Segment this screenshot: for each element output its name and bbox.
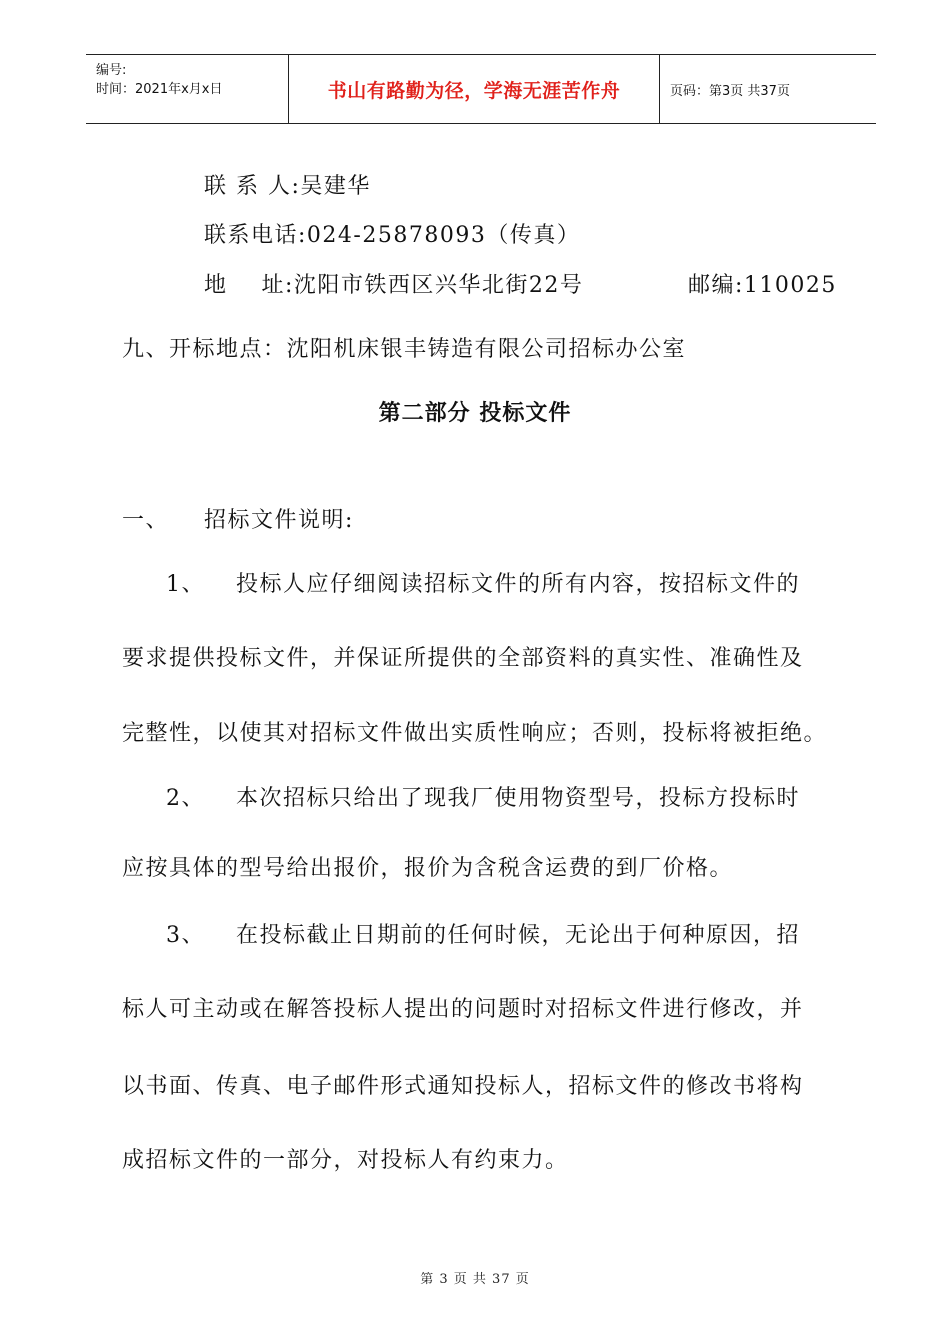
contact-address-value: 沈阳市铁西区兴华北街22号 (293, 273, 584, 298)
item-1-line-1: 投标人应仔细阅读招标文件的所有内容，按招标文件的 (236, 572, 801, 597)
contact-postcode-value: 110025 (743, 273, 837, 298)
contact-postcode-label: 邮编: (688, 273, 744, 298)
contact-address-label: 地 址: (204, 273, 294, 298)
item-2-number: 2、 (166, 786, 205, 811)
subsection-title: 招标文件说明: (204, 508, 354, 533)
page-footer: 第 3 页 共 37 页 (420, 1272, 530, 1287)
contact-phone-value: 024-25878093（传真） (306, 223, 581, 248)
time-label: 时间：2021年x月x日 (96, 82, 223, 97)
header-page-info: 页码：第3页 共37页 (670, 83, 790, 99)
item-1-line-3: 完整性，以使其对招标文件做出实质性响应；否则，投标将被拒绝。 (122, 721, 828, 746)
contact-phone-row (204, 218, 580, 249)
contact-person-label: 联 系 人: (204, 174, 301, 199)
contact-person-value: 吴建华 (300, 174, 371, 199)
contact-phone-label: 联系电话: (204, 223, 307, 248)
subsection-number: 一、 (122, 508, 170, 533)
item-1-number: 1、 (166, 572, 205, 597)
serial-label: 编号: (96, 63, 127, 78)
section-title: 第二部分 投标文件 (378, 401, 572, 426)
item-3-line-4: 成招标文件的一部分，对投标人有约束力。 (122, 1148, 569, 1173)
item-2-line-1: 本次招标只给出了现我厂使用物资型号，投标方投标时 (236, 786, 801, 811)
opening-location: 九、开标地点：沈阳机床银丰铸造有限公司招标办公室 (122, 337, 687, 362)
contact-postcode-row (688, 268, 837, 299)
contact-person-row (204, 169, 371, 200)
item-3-line-2: 标人可主动或在解答投标人提出的问题时对招标文件进行修改，并 (122, 997, 804, 1022)
item-3-number: 3、 (166, 923, 205, 948)
item-3-line-3: 以书面、传真、电子邮件形式通知投标人，招标文件的修改书将构 (122, 1074, 804, 1099)
page-header (86, 54, 876, 124)
item-2-line-2: 应按具体的型号给出报价，报价为含税含运费的到厂价格。 (122, 856, 734, 881)
item-1-line-2: 要求提供投标文件，并保证所提供的全部资料的真实性、准确性及 (122, 646, 804, 671)
header-motto: 书山有路勤为径，学海无涯苦作舟 (288, 55, 660, 123)
header-meta (86, 55, 288, 123)
item-3-line-1: 在投标截止日期前的任何时候，无论出于何种原因，招 (236, 923, 801, 948)
contact-address-row (204, 268, 583, 299)
